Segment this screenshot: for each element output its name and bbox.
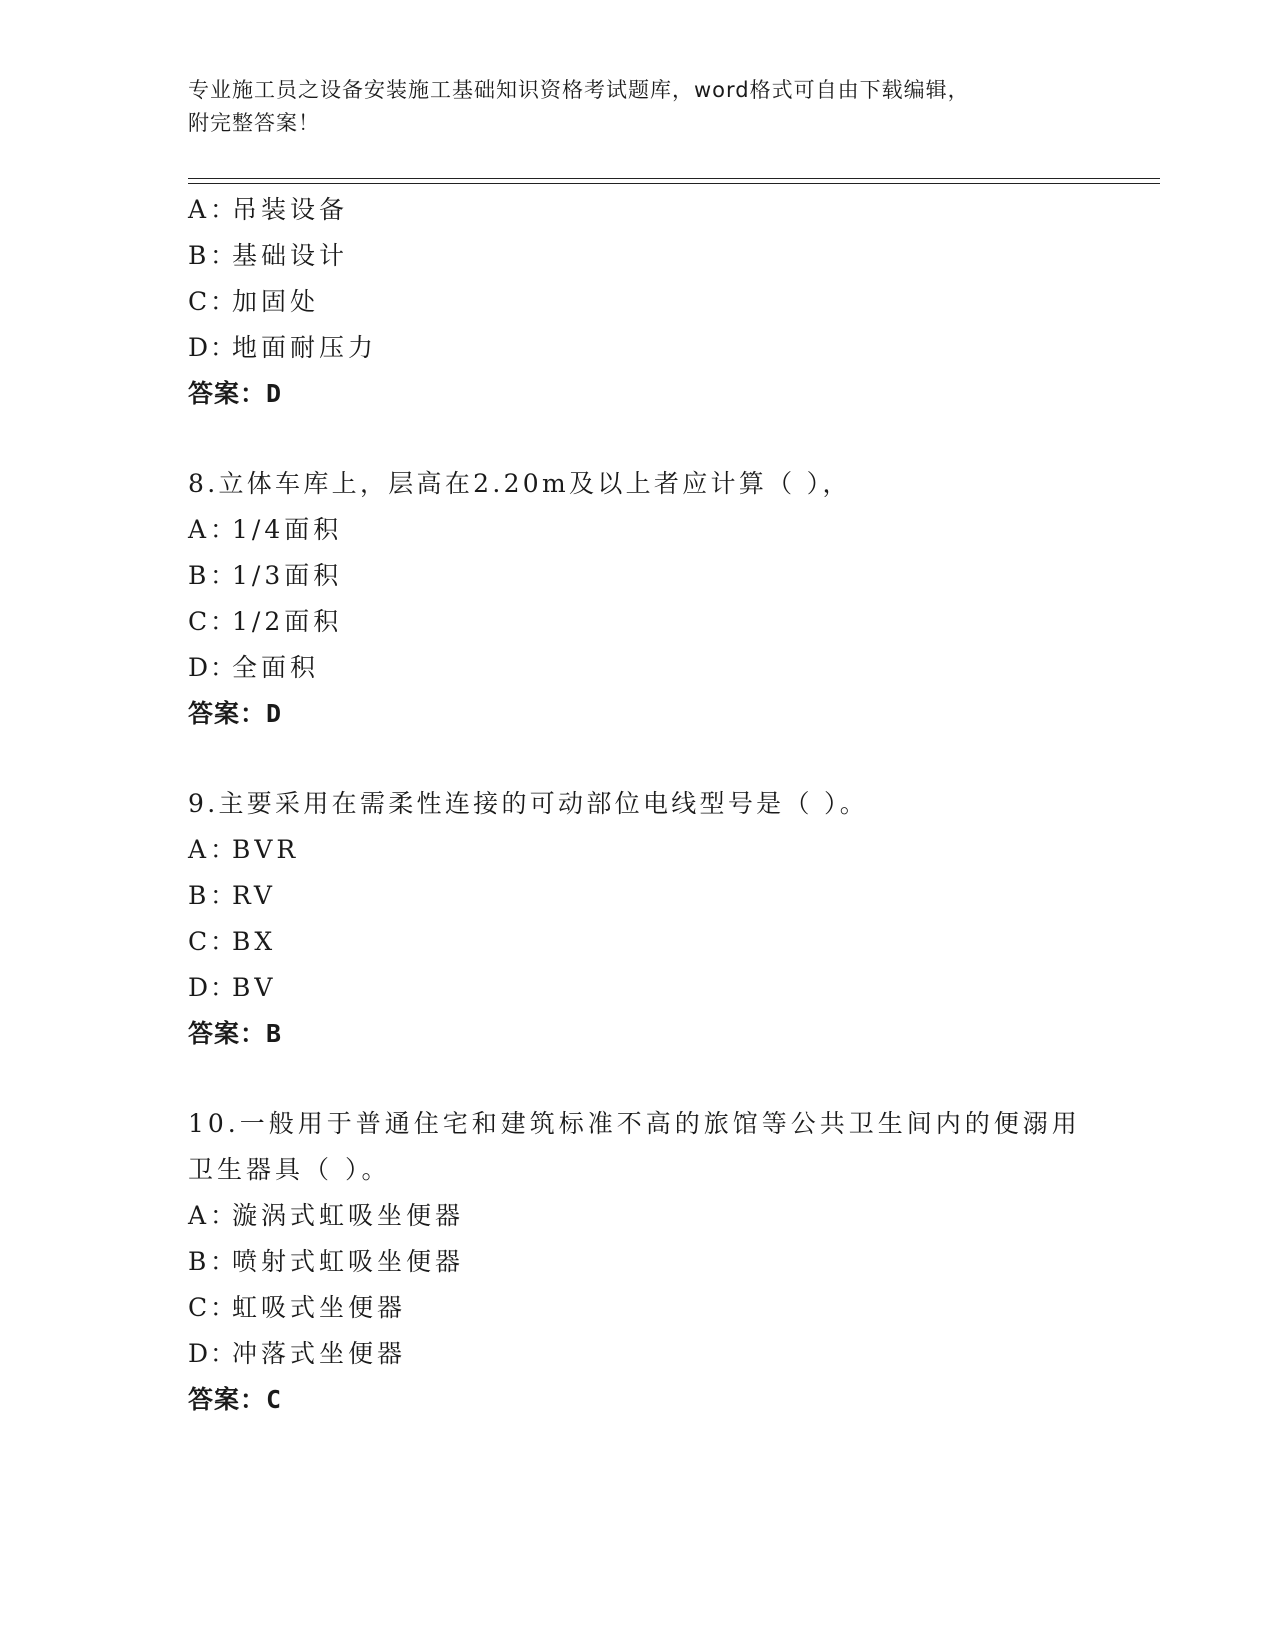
header-line-1: 专业施工员之设备安装施工基础知识资格考试题库，word格式可自由下载编辑， (188, 78, 970, 102)
question-10 (188, 1101, 1160, 1423)
question-stem: 9.主要采用在需柔性连接的可动部位电线型号是（ ）。 (188, 789, 869, 818)
question-9 (188, 781, 1160, 1057)
question-8 (188, 461, 1160, 737)
option-b: B ：喷射式虹吸坐便器 (188, 1247, 465, 1276)
answer-line (188, 371, 1160, 417)
answer-value: D (266, 699, 283, 728)
header-rule-bottom (188, 183, 1160, 184)
question-7 (188, 187, 1160, 417)
question-gap (188, 417, 1160, 461)
option-text: 加固处 (232, 287, 320, 316)
option-text: 1/2面积 (232, 607, 343, 636)
question-stem-line-1: 10.一般用于普通住宅和建筑标准不高的旅馆等公共卫生间内的便溺用 (188, 1109, 1081, 1138)
answer-value: C (266, 1385, 283, 1414)
option-b: B ：RV (188, 881, 276, 910)
answer-line (188, 1377, 1160, 1423)
option-text: 1/3面积 (232, 561, 343, 590)
answer-label: 答案： (188, 1019, 267, 1048)
option-text: BV (232, 973, 277, 1002)
option-a: A ：吊装设备 (188, 195, 349, 224)
document-header (188, 74, 1068, 140)
option-text: 1/4面积 (232, 515, 343, 544)
question-list (188, 187, 1160, 1423)
option-c: C ：加固处 (188, 287, 320, 316)
option-b: B ：1/3面积 (188, 561, 343, 590)
option-d: D：BV (188, 973, 277, 1002)
question-stem: 8.立体车库上，层高在2.20m及以上者应计算（ ）， (188, 469, 851, 498)
answer-value: B (266, 1019, 283, 1048)
option-text: 基础设计 (232, 241, 349, 270)
option-text: RV (232, 881, 276, 910)
option-b: B ：基础设计 (188, 241, 349, 270)
option-c: C ：虹吸式坐便器 (188, 1293, 407, 1322)
option-c: C ：1/2面积 (188, 607, 343, 636)
header-line-2: 附完整答案！ (188, 111, 320, 135)
answer-label: 答案： (188, 379, 267, 408)
question-gap (188, 1057, 1160, 1101)
header-rule-top (188, 178, 1160, 179)
option-text: 虹吸式坐便器 (232, 1293, 407, 1322)
option-text: BX (232, 927, 277, 956)
option-text: BVR (232, 835, 300, 864)
answer-line (188, 691, 1160, 737)
option-text: 吊装设备 (232, 195, 349, 224)
question-gap (188, 737, 1160, 781)
answer-value: D (266, 379, 283, 408)
answer-line (188, 1011, 1160, 1057)
answer-label: 答案： (188, 1385, 267, 1414)
option-c: C ：BX (188, 927, 277, 956)
option-a: A ：漩涡式虹吸坐便器 (188, 1201, 465, 1230)
option-text: 全面积 (232, 653, 320, 682)
option-a: A ：BVR (188, 835, 300, 864)
option-text: 漩涡式虹吸坐便器 (232, 1201, 465, 1230)
option-text: 地面耐压力 (232, 333, 378, 362)
option-d: D：地面耐压力 (188, 333, 378, 362)
answer-label: 答案： (188, 699, 267, 728)
option-a: A ：1/4面积 (188, 515, 343, 544)
option-text: 冲落式坐便器 (232, 1339, 407, 1368)
option-d: D：冲落式坐便器 (188, 1339, 407, 1368)
option-text: 喷射式虹吸坐便器 (232, 1247, 465, 1276)
option-d: D：全面积 (188, 653, 320, 682)
question-stem-line-2: 卫生器具（ ）。 (188, 1155, 391, 1184)
